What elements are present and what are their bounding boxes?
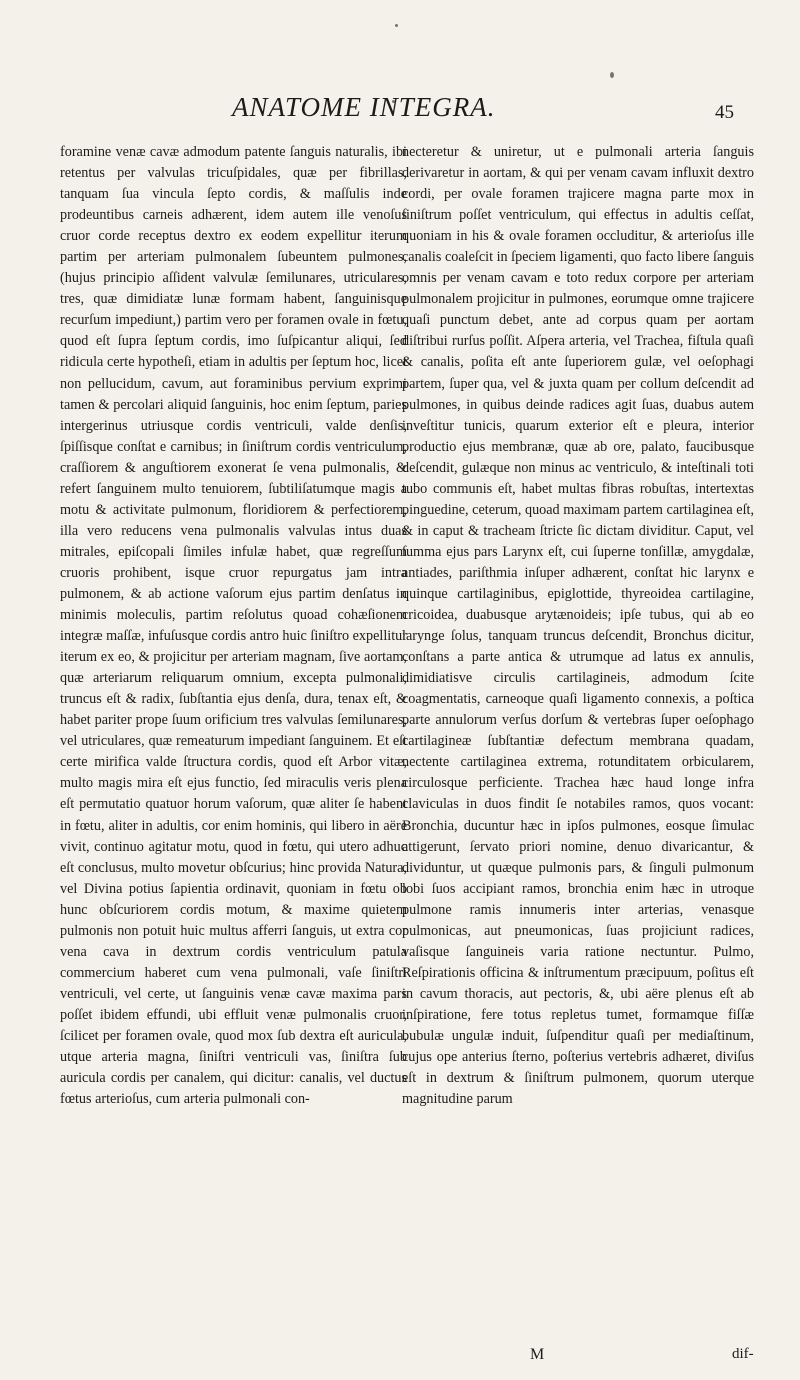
paper-speck [395, 24, 398, 27]
page-number: 45 [715, 102, 734, 123]
right-column-text: necteretur & uniretur, ut e pulmonali arteria ſanguis derivaretur in aortam, & qui per venam cavam influxit dextro cordi, per ovale foramen trajicere magna parte mox in ſiniſtrum poſſet ventriculum, qui effectus in adultis ceſſat, quoniam in his & ovale foramen occluditur, & arterioſus ille canalis coaleſcit in ſpeciem ligamenti, quo facto libere ſanguis omnis per venam cavam e toto redux corpore per arteriam pulmonalem projicitur in pulmones, eorumque omne trajicere quaſi punctum debet, ante ad corpus quam per aortam diſtribui rurſus poſſit. Aſpera arteria, vel Trachea, fiſtula quaſi & canalis, poſita eſt ante ſuperiorem gulæ, vel oeſophagi partem, ſuper qua, vel & juxta quam per collum deſcendit ad pulmones, in quibus deinde radices agit ſuas, duabus autem inveſtitur tunicis, quarum exterior eſt e pleura, interior productio ejus membranæ, quæ ab ore, palato, faucibusque deſcendit, gulæque non minus ac ventriculo, & inteſtinali toti tubo communis eſt, habet multas fibras robuſtas, intertextas pinguedine, ceterum, quoad maximam partem cartilaginea eſt, & in caput & tracheam ſtricte ſic dictam dividitur. Caput, vel ſumma ejus pars Larynx eſt, cui ſuperne tonſillæ, amygdalæ, antiades, pariſthmia inſuper adhærent, conſtat hic larynx e quinque cartilaginibus, epiglottide, thyreoidea cartilagine, cricoidea, duabusque arytænoideis; ipſe tubus, qui ab eo larynge ſolus, tanquam truncus deſcendit, Bronchus dicitur, conſtans a parte antica & utrumque ad latus ex annulis, dimidiatisve circulis cartilagineis, admodum ſcite coagmentatis, carneoque quaſi ligamento connexis, a poſtica parte annulorum verſus dorſum & vertebras ſuper oeſophago cartilagineæ ſubſtantiæ defectum membrana quadam, nectente cartilaginea extrema, rotunditatem orbicularem, circulosque perficiente. Trachea hæc haud longe infra claviculas in duos findit ſe notabiles ramos, quos vocant: Bronchia, ducuntur hæc in ipſos pulmones, eosque ſimulac attigerunt, ſervato priori nomine, denuo divaricantur, & dividuntur, ut quæque pulmonis pars, & ſinguli pulmonum lobi ſuos accipiant ramos, bronchia enim hæc in utroque pulmone ramis innumeris inter arterias, venasque pulmonicas, aut pneumonicas, ſuas projiciunt radices, vaſisque ſanguineis varia ratione nectuntur. Pulmo, Reſpirationis officina & inſtrumentum præcipuum, poſitus eſt in cavum thoracis, aut pectoris, &, ubi aëre plenus eſt ab inſpiratione, fere totus repletus tumet, formamque fiſſæ bubulæ ungulæ induit, ſuſpenditur quaſi per mediaſtinum, cujus ope anterius ſterno, poſterius vertebris adhæret, diviſus eſt in dextrum & ſiniſtrum pulmonem, quorum uterque magnitudine parum [402, 144, 754, 1108]
running-title: ANATOME INTEGRA. [232, 92, 496, 122]
right-text-column [402, 142, 754, 1110]
left-text-column [60, 142, 407, 1110]
paper-speck [610, 72, 614, 78]
running-head [0, 92, 800, 132]
signature-mark: M [530, 1346, 545, 1363]
catchword: dif- [732, 1346, 754, 1362]
left-column-text: foramine venæ cavæ admodum patente ſanguis naturalis, ibi retentus per valvulas tricuſpidales, quæ per fibrillas, tanquam ſua vincula ſepto cordis, & maſſulis inde prodeuntibus carneis adhærent, idem autem ille venoſus cruor corde receptus dextro ex eodem expellitur iterum partim per arteriam pulmonalem ſubeuntem pulmones, (hujus principio aſſident valvulæ ſemilunares, utriculares, tres, quæ dimidiatæ lunæ formam habent, ſanguinisque recurſum impediunt,) partim vero per foramen ovale in fœtu, quod eſt ſupra ſeptum cordis, imo ſuſpicantur aliqui, ſed ridicula certe hypotheſi, etiam in adultis per ſeptum hoc, licet non pellucidum, cavum, aut foraminibus pervium exprimi tamen & percolari aliquid ſanguinis, hoc enim ſeptum, paries intergerinus utriusque cordis ventriculi, valde denſis, ſpiſſisque conſtat e carnibus; in ſiniſtrum cordis ventriculum, craſſiorem & anguſtiorem exonerat ſe vena pulmonalis, & refert ſanguinem multo tenuiorem, ſubtiliſatumque magis a motu & activitate pulmonum, floridiorem & perfectiorem, illa vero reducens vena pulmonalis valvulas intus duas mitrales, epiſcopali ſimiles infulæ habet, quæ regreſſum cruoris prohibent, isque cruor repurgatus jam intra pulmonem, & ab actione vaſorum ejus partim denſatus in minimis moleculis, partim reſolutus quoad cohæſionem integræ maſſæ, infuſusque cordis antro huic ſiniſtro expellitur iterum ex eo, & projicitur per arteriam magnam, ſive aortam, quæ arteriarum reliquarum omnium, excepta pulmonali, truncus eſt & radix, ſubſtantia ejus denſa, dura, tenax eſt, & habet pariter prope ſuum orificium tres valvulas ſemilunares, vel utriculares, quæ remeaturum impediant ſanguinem. Et eſt certe mirifica valde ſtructura cordis, quod eſt Arbor vitæ, multo magis mira eſt ejus functio, ſed miraculis veris plena eſt permutatio quatuor horum vaſorum, quæ aliter ſe habent in fœtu, aliter in adultis, cor enim hominis, qui libero in aëre vivit, continuo agitatur motu, quod in fœtu, qui utero adhuc eſt conclusus, multo movetur obſcurius; hinc provida Natura, vel Divina potius ſapientia ordinavit, quoniam in fœtu ob hunc obſcuriorem cordis motum, & maxime quietem pulmonis non potuit huic multus afferri ſanguis, ut extra cor vena cava in dextrum cordis ventriculum patula commercium haberet cum vena pulmonali, vaſe ſiniſtri ventriculi, vel certe, ut ſanguinis venæ cavæ maxima pars poſſet ibidem effundi, ubi effluit venæ pulmonalis cruor, ſcilicet per foramen ovale, quod mox ſub dextra eſt auricula, utque arteria magna, ſiniſtri ventriculi vas, ſiniſtra ſub auricula cordis per canalem, qui dicitur: canalis, vel ductus fœtus arterioſus, cum arteria pulmonali con- [60, 144, 407, 1108]
